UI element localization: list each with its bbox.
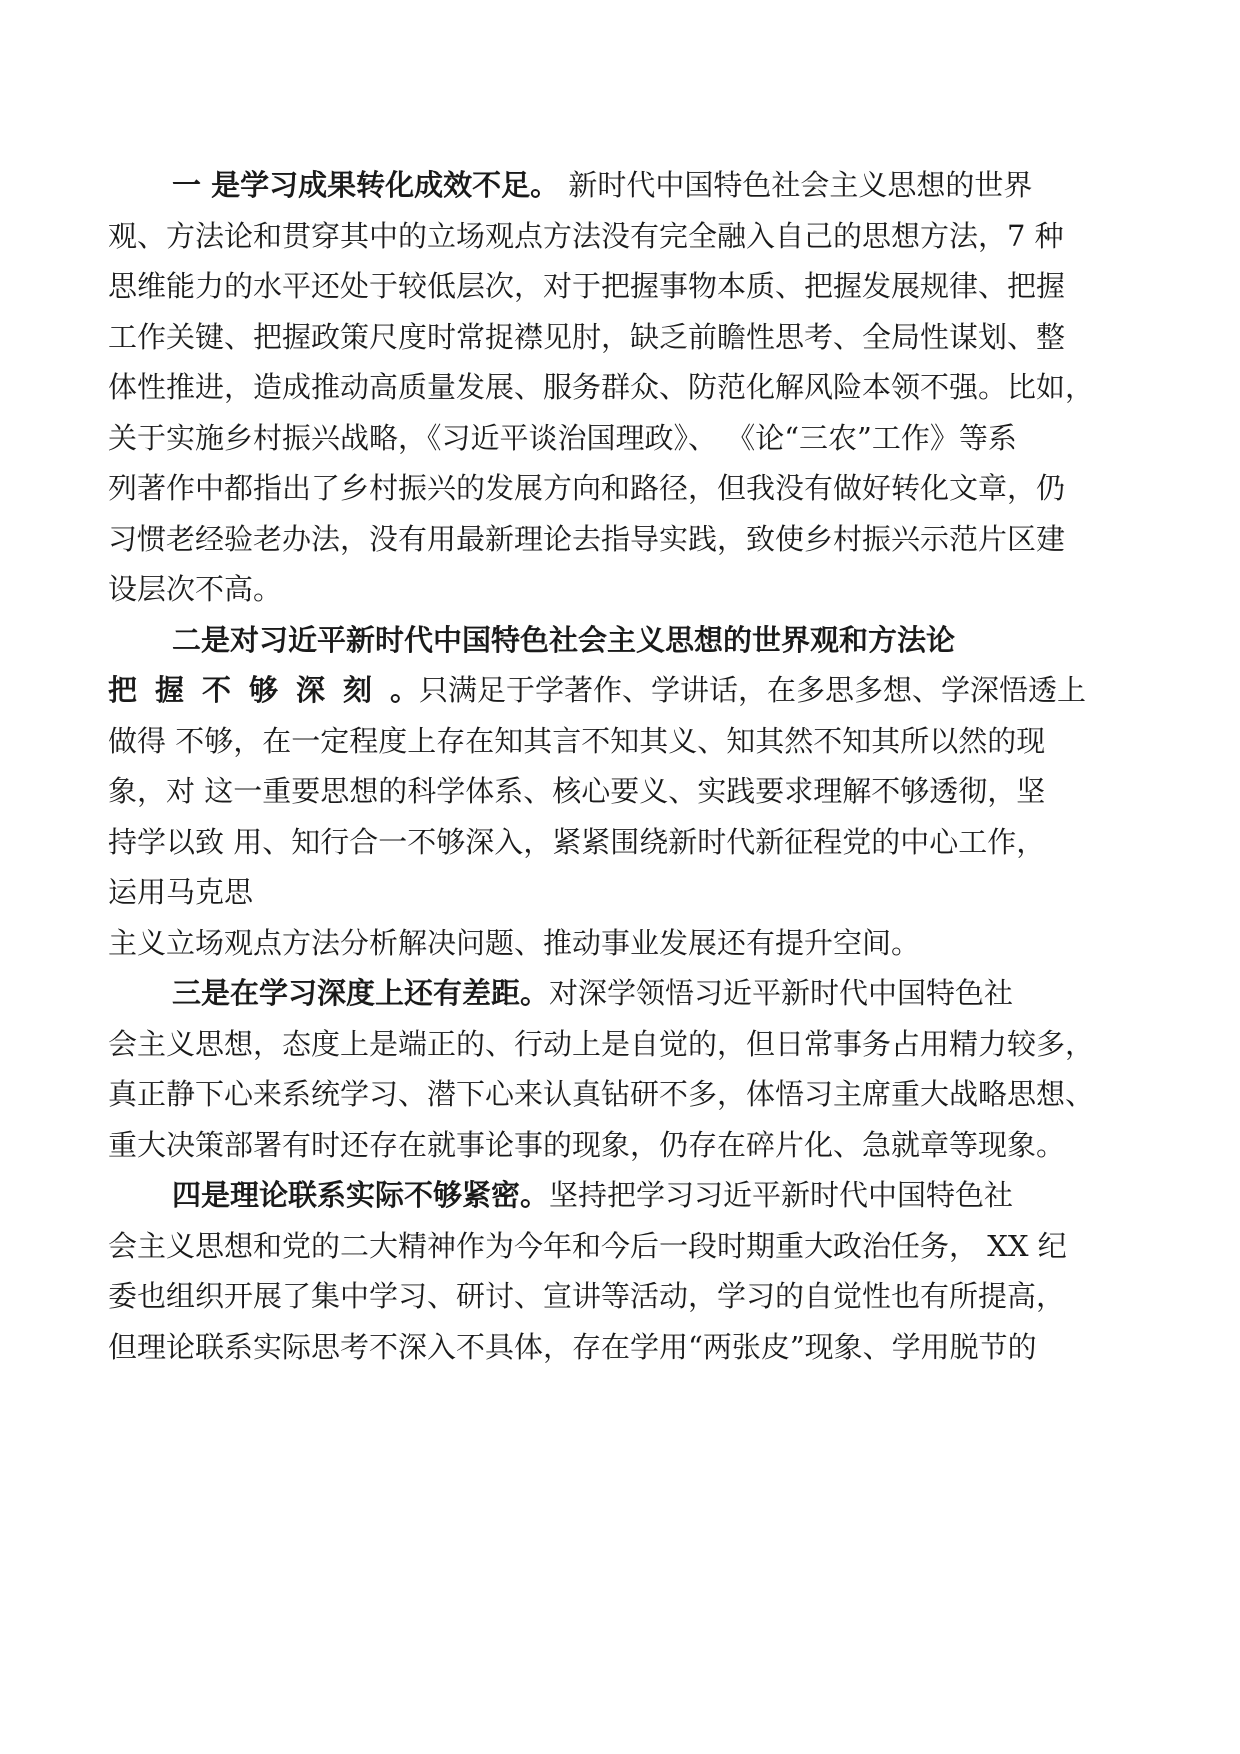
paragraph-heading: 一 是学习成果转化成效不足。 xyxy=(172,168,560,202)
text-line: 关于实施乡村振兴战略，《习近平谈治国理政》、 《论“三农”工作》等系 xyxy=(108,420,1017,455)
text-line: 三是在学习深度上还有差距。对深学领悟习近平新时代中国特色社 xyxy=(172,976,1014,1010)
text-line: 但理论联系实际思考不深入不具体，存在学用“两张皮”现象、学用脱节的 xyxy=(108,1329,1037,1364)
paragraph-1 xyxy=(108,160,1136,615)
paragraph-4 xyxy=(108,1170,1136,1372)
text-line: 列著作中都指出了乡村振兴的发展方向和路径，但我没有做好转化文章，仍 xyxy=(108,471,1066,505)
text-line: 思维能力的水平还处于较低层次，对于把握事物本质、把握发展规律、把握 xyxy=(108,269,1066,303)
text-line: 持学以致 用、知行合一不够深入，紧紧围绕新时代新征程党的中心工作， xyxy=(108,824,1046,859)
text-line: 习惯老经验老办法，没有用最新理论去指导实践，致使乡村振兴示范片区建 xyxy=(108,521,1066,556)
text-line: 重大决策部署有时还存在就事论事的现象，仍存在碎片化、急就章等现象。 xyxy=(108,1127,1066,1162)
text-line: 真正静下心来系统学习、潜下心来认真钻研不多，体悟习主席重大战略思想、 xyxy=(108,1077,1095,1111)
text-line: 会主义思想，态度上是端正的、行动上是自觉的，但日常事务占用精力较多， xyxy=(108,1026,1095,1061)
text-line: 设层次不高。 xyxy=(108,572,283,606)
text-line: 把握不够深刻。只满足于学著作、学讲话，在多思多想、学深悟透上 xyxy=(108,673,1087,707)
text-line: 观、方法论和贯穿其中的立场观点方法没有完全融入自己的思想方法，7 种 xyxy=(108,218,1064,253)
text-line: 四是理论联系实际不够紧密。坚持把学习习近平新时代中国特色社 xyxy=(172,1178,1014,1212)
paragraph-heading: 二是对习近平新时代中国特色社会主义思想的世界观和方法论 xyxy=(172,622,956,657)
text-line xyxy=(108,615,1136,666)
paragraph-heading-cont: 把握不够深刻 xyxy=(108,673,391,707)
paragraph-heading: 三是在学习深度上还有差距。 xyxy=(172,976,550,1010)
text-line: 做得 不够，在一定程度上存在知其言不知其义、知其然不知其所以然的现 xyxy=(108,723,1046,758)
text-line: 体性推进，造成推动高质量发展、服务群众、防范化解风险本领不强。比如， xyxy=(108,370,1095,404)
text-line: 象，对 这一重要思想的科学体系、核心要义、实践要求理解不够透彻，坚 xyxy=(108,774,1046,808)
text-line: 委也组织开展了集中学习、研讨、宣讲等活动，学习的自觉性也有所提高， xyxy=(108,1279,1066,1313)
paragraph-2 xyxy=(108,615,1136,969)
text-line: 主义立场观点方法分析解决问题、推动事业发展还有提升空间。 xyxy=(108,925,921,960)
paragraph-3 xyxy=(108,968,1136,1170)
text-line: 运用马克思 xyxy=(108,875,254,909)
document-page xyxy=(108,160,1136,1372)
paragraph-heading: 四是理论联系实际不够紧密。 xyxy=(172,1178,550,1212)
text-line: 一 是学习成果转化成效不足。 新时代中国特色社会主义思想的世界 xyxy=(172,168,1033,202)
text-line: 工作关键、把握政策尺度时常捉襟见肘，缺乏前瞻性思考、全局性谋划、整 xyxy=(108,319,1066,354)
text-line: 会主义思想和党的二大精神作为今年和今后一段时期重大政治任务， XX 纪 xyxy=(108,1228,1067,1263)
